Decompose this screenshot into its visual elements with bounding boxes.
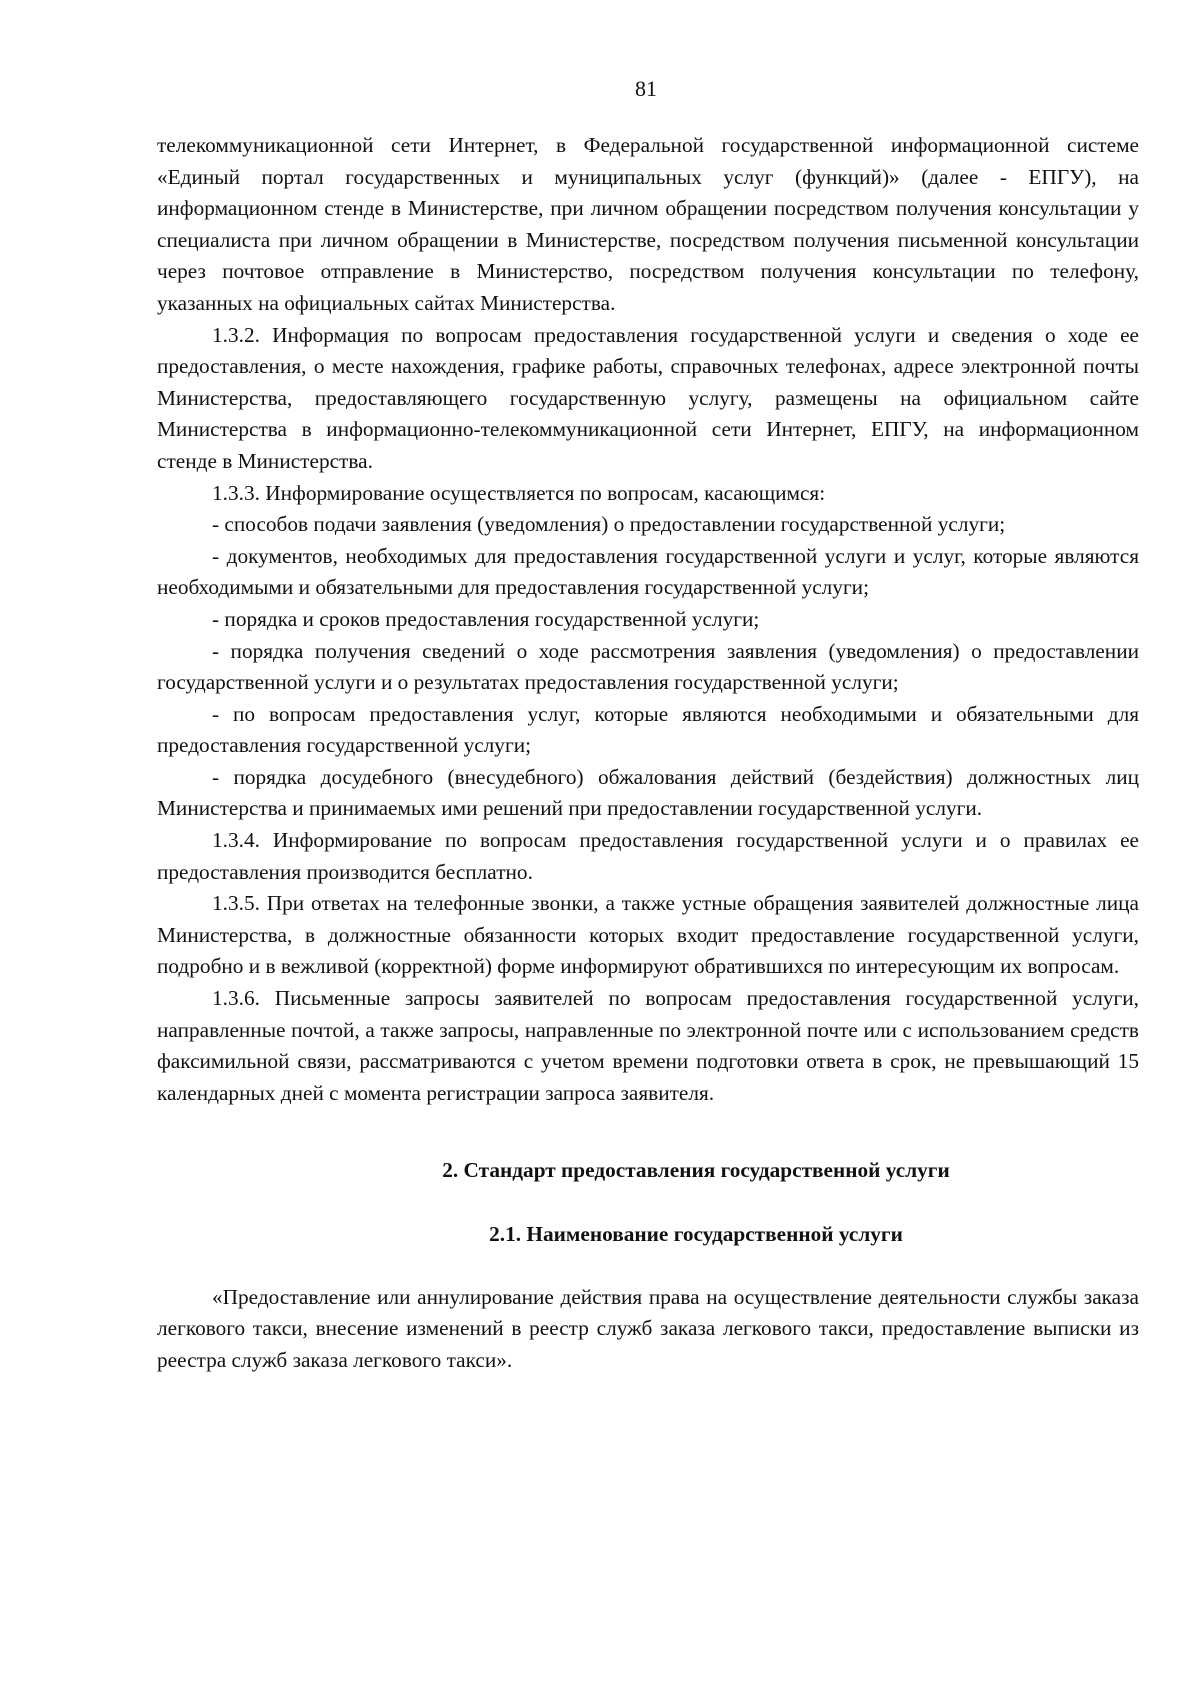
document-body: [157, 130, 1139, 1376]
page-number: 81: [635, 76, 657, 101]
list-item: - порядка досудебного (внесудебного) обжалования действий (бездействия) должностных лиц Министерства и принимаемых ими решений при предоставлении государственной услуги.: [157, 764, 1139, 821]
paragraph-service-name: «Предоставление или аннулирование действия права на осуществление деятельности службы заказа легкового такси, внесение изменений в реестр служб заказа легкового такси, предоставление выписки из реестра служб заказа легкового такси».: [157, 1284, 1139, 1372]
list-item: - по вопросам предоставления услуг, которые являются необходимыми и обязательными для предоставления государственной услуги;: [157, 701, 1139, 758]
section-heading-2: 2. Стандарт предоставления государственной услуги: [442, 1158, 950, 1183]
list-item: - документов, необходимых для предоставления государственной услуги и услуг, которые являются необходимыми и обязательными для предоставления государственной услуги;: [157, 543, 1139, 600]
paragraph-1-3-4: 1.3.4. Информирование по вопросам предоставления государственной услуги и о правилах ее предоставления производится бесплатно.: [157, 828, 1139, 884]
section-heading-2-1: 2.1. Наименование государственной услуги: [489, 1222, 903, 1246]
list-item: - порядка получения сведений о ходе рассмотрения заявления (уведомления) о предоставлении государственной услуги и о результатах предоставления государственной услуги;: [157, 638, 1139, 695]
list-item: - способов подачи заявления (уведомления) о предоставлении государственной услуги;: [212, 512, 1006, 537]
paragraph-1-3-3: 1.3.3. Информирование осуществляется по вопросам, касающимся:: [212, 480, 826, 505]
paragraph-continuation: телекоммуникационной сети Интернет, в Федеральной государственной информационной системе «Единый портал государственных и муниципальных услуг (функций)» (далее - ЕПГУ), на информационном стенде в Министерстве, при личном обращении посредством получения консультации у специалиста при личном обращении в Министерстве, посредством получения письменной консультации через почтовое отправление в Министерство, посредством получения консультации по телефону, указанных на официальных сайтах Министерства.: [157, 133, 1139, 315]
list-item: - порядка и сроков предоставления государственной услуги;: [212, 606, 760, 631]
paragraph-1-3-5: 1.3.5. При ответах на телефонные звонки, а также устные обращения заявителей должностные лица Министерства, в должностные обязанности которых входит предоставление государственной услуги, подробно и в вежливой (корректной) форме информируют обратившихся по интересующим их вопросам.: [157, 891, 1139, 979]
paragraph-1-3-2: 1.3.2. Информация по вопросам предоставления государственной услуги и сведения о ходе ее предоставления, о месте нахождения, графике работы, справочных телефонах, адресе электронной почты Министерства, предоставляющего государственную услугу, размещены на официальном сайте Министерства в информационно-телекоммуникационной сети Интернет, ЕПГУ, на информационном стенде в Министерства.: [157, 322, 1139, 473]
paragraph-1-3-6: 1.3.6. Письменные запросы заявителей по вопросам предоставления государственной услуги, направленные почтой, а также запросы, направленные по электронной почте или с использованием средств факсимильной связи, рассматриваются с учетом времени подготовки ответа в срок, не превышающий 15 календарных дней с момента регистрации запроса заявителя.: [157, 986, 1139, 1105]
